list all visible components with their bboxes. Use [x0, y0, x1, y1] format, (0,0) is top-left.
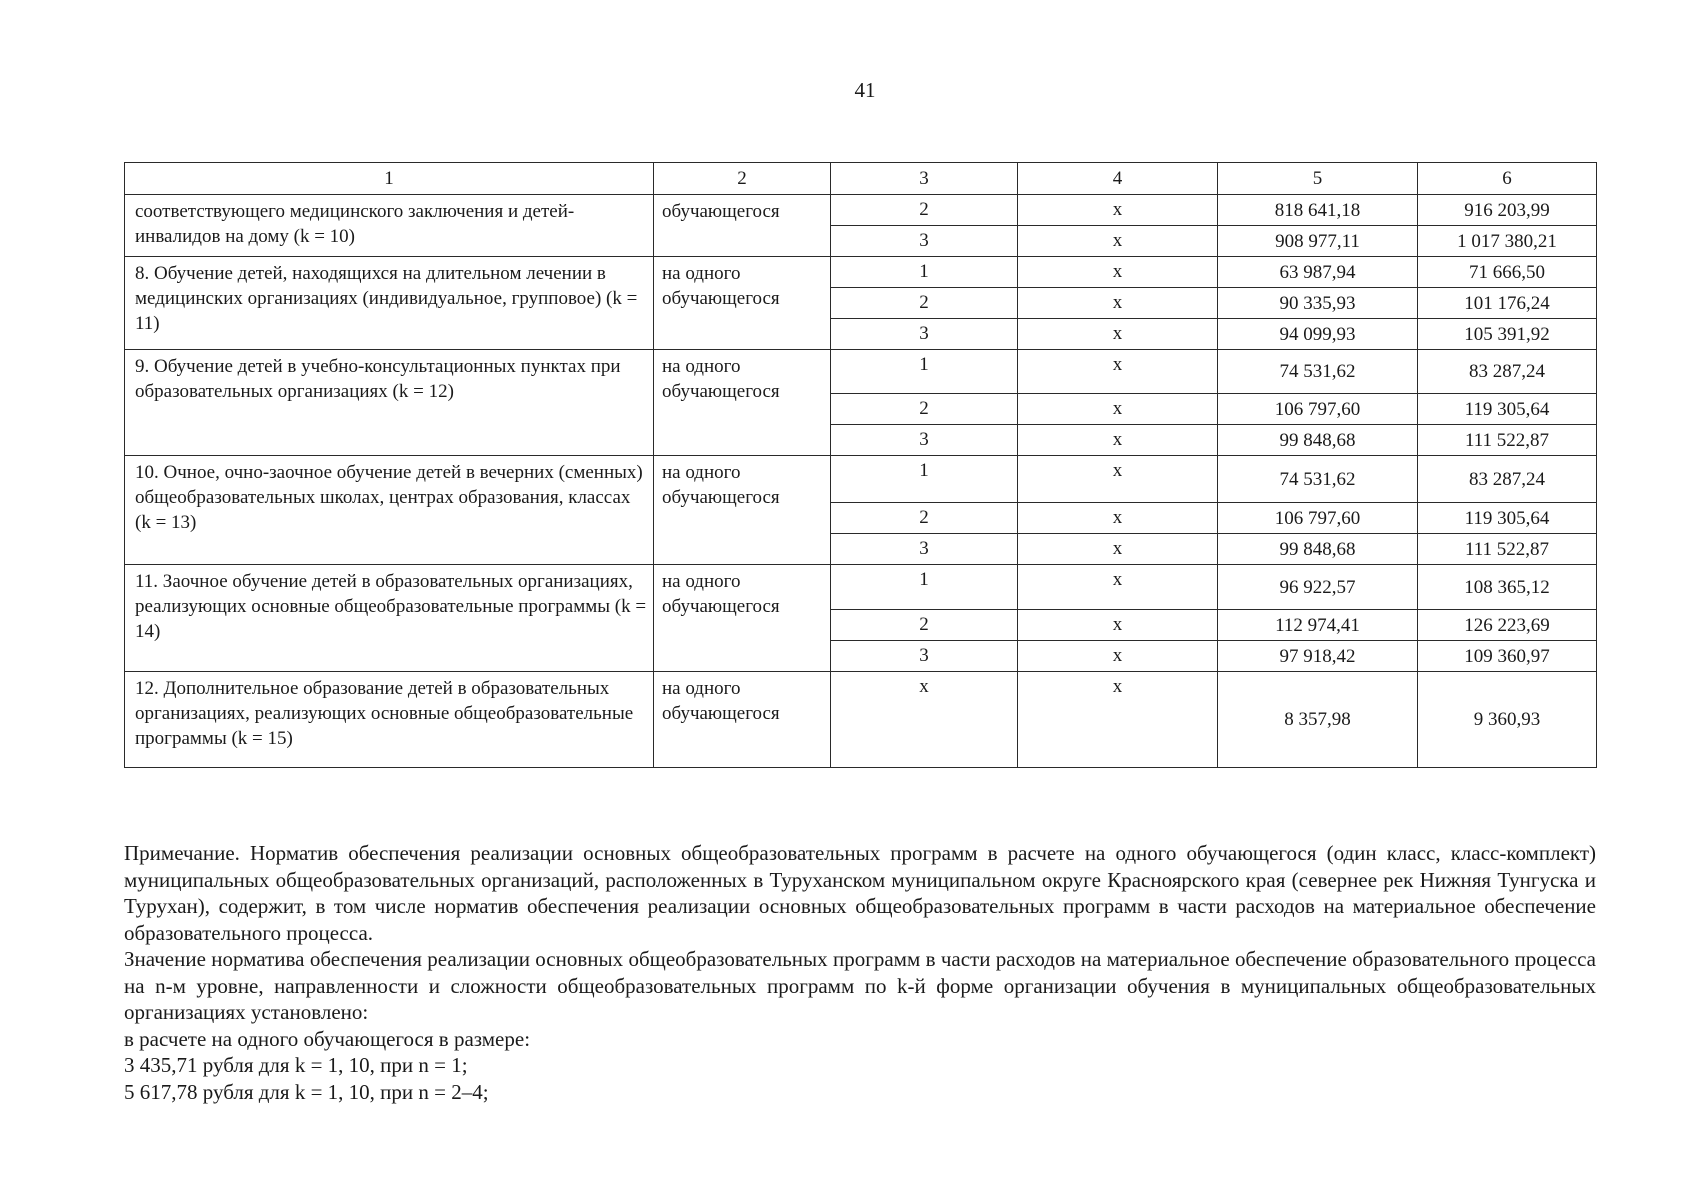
level-cell: 2 [831, 394, 1018, 425]
unit-cell: на одного обучающегося [654, 565, 831, 672]
col4-cell: х [1018, 288, 1218, 319]
level-cell: 1 [831, 350, 1018, 394]
value-col6-cell: 119 305,64 [1418, 394, 1597, 425]
col4-cell: х [1018, 610, 1218, 641]
header-cell: 3 [831, 163, 1018, 195]
col4-cell: х [1018, 641, 1218, 672]
norm-table [124, 162, 1597, 768]
col4-cell: х [1018, 394, 1218, 425]
table-row [125, 195, 1597, 226]
col4-cell: х [1018, 534, 1218, 565]
unit-cell: на одного обучающегося [654, 350, 831, 456]
level-cell: 3 [831, 319, 1018, 350]
value-col6-cell: 111 522,87 [1418, 534, 1597, 565]
value-col5-cell: 90 335,93 [1218, 288, 1418, 319]
value-col6-cell: 111 522,87 [1418, 425, 1597, 456]
header-cell: 6 [1418, 163, 1597, 195]
value-col5-cell: 63 987,94 [1218, 257, 1418, 288]
level-cell: 3 [831, 534, 1018, 565]
value-col6-cell: 109 360,97 [1418, 641, 1597, 672]
page-number: 41 [854, 78, 876, 102]
value-col6-cell: 126 223,69 [1418, 610, 1597, 641]
value-col6-cell: 101 176,24 [1418, 288, 1597, 319]
unit-cell: обучающегося [654, 195, 831, 257]
note-section [124, 840, 1596, 1105]
service-name-cell: соответствующего медицинского заключения и детей-инвалидов на дому (k = 10) [125, 195, 654, 257]
value-col6-cell: 108 365,12 [1418, 565, 1597, 610]
value-col5-cell: 97 918,42 [1218, 641, 1418, 672]
service-name-cell: 9. Обучение детей в учебно-консультационных пунктах при образовательных организациях (k = 12) [125, 350, 654, 456]
col4-cell: х [1018, 425, 1218, 456]
level-cell: 3 [831, 226, 1018, 257]
level-cell: 2 [831, 195, 1018, 226]
level-cell: 1 [831, 565, 1018, 610]
col4-cell: х [1018, 226, 1218, 257]
unit-cell: на одного обучающегося [654, 672, 831, 768]
level-cell: 2 [831, 503, 1018, 534]
value-col6-cell: 119 305,64 [1418, 503, 1597, 534]
value-col6-cell: 71 666,50 [1418, 257, 1597, 288]
note-line: 5 617,78 рубля для k = 1, 10, при n = 2–4; [124, 1079, 489, 1104]
value-col5-cell: 106 797,60 [1218, 394, 1418, 425]
col4-cell: х [1018, 195, 1218, 226]
col4-cell: х [1018, 456, 1218, 503]
value-col5-cell: 112 974,41 [1218, 610, 1418, 641]
value-col6-cell: 1 017 380,21 [1418, 226, 1597, 257]
value-col6-cell: 9 360,93 [1418, 672, 1597, 768]
table-header-row [125, 163, 1597, 195]
col4-cell: х [1018, 257, 1218, 288]
unit-cell: на одного обучающегося [654, 456, 831, 565]
header-cell: 5 [1218, 163, 1418, 195]
service-name-cell: 8. Обучение детей, находящихся на длительном лечении в медицинских организациях (индивидуальное, групповое) (k = 11) [125, 257, 654, 350]
value-col5-cell: 94 099,93 [1218, 319, 1418, 350]
value-col6-cell: 916 203,99 [1418, 195, 1597, 226]
level-cell: 3 [831, 641, 1018, 672]
level-cell: 2 [831, 610, 1018, 641]
service-name-cell: 10. Очное, очно-заочное обучение детей в вечерних (сменных) общеобразовательных школах, центрах образования, классах (k = 13) [125, 456, 654, 565]
table-row [125, 350, 1597, 394]
value-col5-cell: 99 848,68 [1218, 534, 1418, 565]
value-col5-cell: 99 848,68 [1218, 425, 1418, 456]
col4-cell: х [1018, 350, 1218, 394]
service-name-cell: 12. Дополнительное образование детей в образовательных организациях, реализующих основные общеобразовательные программы (k = 15) [125, 672, 654, 768]
value-col5-cell: 74 531,62 [1218, 456, 1418, 503]
table-row [125, 456, 1597, 503]
value-col5-cell: 96 922,57 [1218, 565, 1418, 610]
header-cell: 4 [1018, 163, 1218, 195]
table-row [125, 257, 1597, 288]
unit-cell: на одного обучающегося [654, 257, 831, 350]
value-col5-cell: 908 977,11 [1218, 226, 1418, 257]
table-row [125, 565, 1597, 610]
col4-cell: х [1018, 565, 1218, 610]
value-col5-cell: 74 531,62 [1218, 350, 1418, 394]
col4-cell: х [1018, 672, 1218, 768]
note-paragraph: Примечание. Норматив обеспечения реализации основных общеобразовательных программ в расчете на одного обучающегося (один класс, класс-комплект) муниципальных общеобразовательных организаций, расположенных в Туруханском муниципальном округе Красноярского края (севернее рек Нижняя Тунгуска и Турухан), содержит, в том числе норматив обеспечения реализации основных общеобразовательных программ в части расходов на материальное обеспечение образовательного процесса. [124, 841, 1596, 945]
note-line: 3 435,71 рубля для k = 1, 10, при n = 1; [124, 1053, 468, 1077]
table-body [125, 163, 1597, 768]
value-col5-cell: 8 357,98 [1218, 672, 1418, 768]
note-line: в расчете на одного обучающегося в размере: [124, 1026, 531, 1051]
header-cell: 2 [654, 163, 831, 195]
level-cell: 2 [831, 288, 1018, 319]
table-row [125, 672, 1597, 768]
value-col6-cell: 83 287,24 [1418, 350, 1597, 394]
level-cell: 3 [831, 425, 1018, 456]
level-cell: 1 [831, 456, 1018, 503]
level-cell: 1 [831, 257, 1018, 288]
level-cell: х [831, 672, 1018, 768]
note-paragraph: Значение норматива обеспечения реализации основных общеобразовательных программ в части расходов на материальное обеспечение образовательного процесса на n-м уровне, направленности и сложности общеобразовательных программ по k-й форме организации обучения в муниципальных общеобразовательных организациях установлено: [124, 947, 1596, 1024]
value-col6-cell: 105 391,92 [1418, 319, 1597, 350]
value-col5-cell: 818 641,18 [1218, 195, 1418, 226]
header-cell: 1 [125, 163, 654, 195]
value-col5-cell: 106 797,60 [1218, 503, 1418, 534]
col4-cell: х [1018, 319, 1218, 350]
col4-cell: х [1018, 503, 1218, 534]
value-col6-cell: 83 287,24 [1418, 456, 1597, 503]
service-name-cell: 11. Заочное обучение детей в образовательных организациях, реализующих основные общеобразовательные программы (k = 14) [125, 565, 654, 672]
